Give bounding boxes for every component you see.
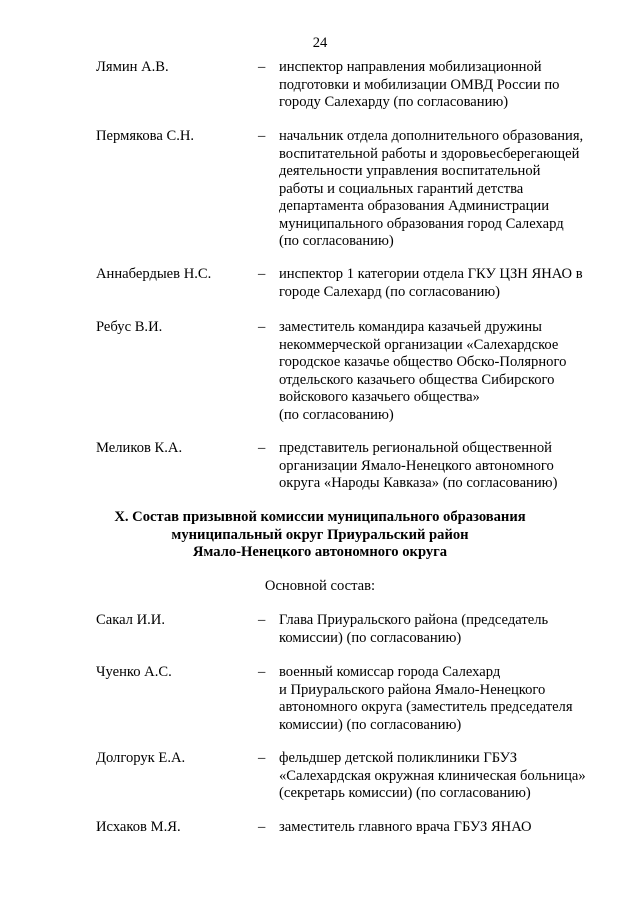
member-name: Аннабердыев Н.С. <box>96 266 212 282</box>
member-name: Ребус В.И. <box>96 319 163 335</box>
dash-separator: – <box>258 612 266 628</box>
member-role: инспектор 1 категории отдела ГКУ ЦЗН ЯНАО в городе Салехард (по согласованию) <box>279 266 583 300</box>
member-name: Сакал И.И. <box>96 612 165 628</box>
member-name: Пермякова С.Н. <box>96 128 195 144</box>
dash-separator: – <box>258 440 266 456</box>
member-role: фельдшер детской поликлиники ГБУЗ «Салехардская окружная клиническая больница» (секретарь комиссии) (по согласованию) <box>279 750 586 801</box>
member-name: Чуенко А.С. <box>96 664 172 680</box>
dash-separator: – <box>258 750 266 766</box>
member-role: представитель региональной общественной организации Ямало-Ненецкого автономного округа «Народы Кавказа» (по согласованию) <box>279 440 558 491</box>
member-role: начальник отдела дополнительного образования, воспитательной работы и здоровьесберегающей деятельности управления воспитательной работы и социальных гарантий детства департамента образования Администрации муниципального образования город Салехард (по согласованию) <box>279 128 584 249</box>
member-name: Лямин А.В. <box>96 59 169 75</box>
dash-separator: – <box>258 59 266 75</box>
member-name: Долгорук Е.А. <box>96 750 186 766</box>
member-role: военный комиссар города Салехард и Приуральского района Ямало-Ненецкого автономного округа (заместитель председателя комиссии) (по согласованию) <box>279 664 573 733</box>
dash-separator: – <box>258 319 266 335</box>
dash-separator: – <box>258 266 266 282</box>
member-name: Меликов К.А. <box>96 440 183 456</box>
member-role: инспектор направления мобилизационной подготовки и мобилизации ОМВД России по городу Салехарду (по согласованию) <box>279 59 560 110</box>
dash-separator: – <box>258 128 266 144</box>
section-subtitle: Основной состав: <box>264 578 376 594</box>
member-role: заместитель командира казачьей дружины некоммерческой организации «Салехардское городское казачье общество Обско-Полярного отдельского казачьего общества Сибирского войскового казачьего общества» (по согласованию) <box>279 319 567 423</box>
member-name: Исхаков М.Я. <box>96 819 181 835</box>
section-title: X. Состав призывной комиссии муниципального образования муниципальный округ Приуральский район Ямало-Ненецкого автономного округа <box>114 509 526 560</box>
member-role: Глава Приуральского района (председатель комиссии) (по согласованию) <box>279 612 549 646</box>
page-number: 24 <box>312 35 328 51</box>
dash-separator: – <box>258 664 266 680</box>
dash-separator: – <box>258 819 266 835</box>
member-role: заместитель главного врача ГБУЗ ЯНАО <box>279 819 532 835</box>
